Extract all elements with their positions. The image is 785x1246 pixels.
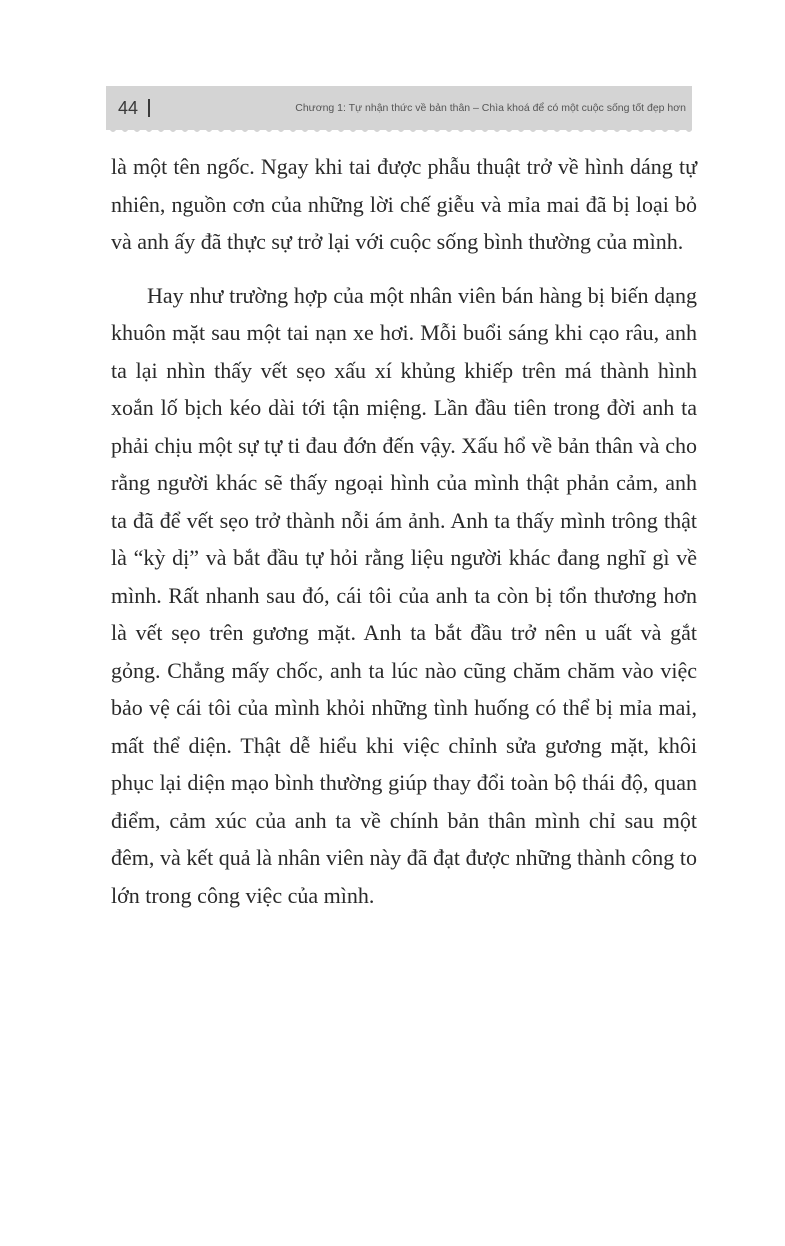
body-text: [111, 148, 697, 914]
header-divider: [148, 99, 150, 117]
page-number: 44: [118, 98, 139, 118]
running-header: [106, 86, 692, 130]
paragraph-2: Hay như trường hợp của một nhân viên bán hàng bị biến dạng khuôn mặt sau một tai nạn xe hơi. Mỗi buổi sáng khi cạo râu, anh ta lại nhìn thấy vết sẹo xấu xí khủng khiếp trên má thành hình xoắn lố bịch kéo dài tới tận miệng. Lần đầu tiên trong đời anh ta phải chịu một sự tự ti đau đớn đến vậy. Xấu hổ về bản thân và cho rằng người khác sẽ thấy ngoại hình của mình thật phản cảm, anh ta đã để vết sẹo trở thành nỗi ám ảnh. Anh ta thấy mình trông thật là “kỳ dị” và bắt đầu tự hỏi rằng liệu người khác đang nghĩ gì về mình. Rất nhanh sau đó, cái tôi của anh ta còn bị tổn thương hơn là vết sẹo trên gương mặt. Anh ta bắt đầu trở nên u uất và gắt gỏng. Chẳng mấy chốc, anh ta lúc nào cũng chăm chăm vào việc bảo vệ cái tôi của mình khỏi những tình huống có thể bị mỉa mai, mất thể diện. Thật dễ hiểu khi việc chỉnh sửa gương mặt, khôi phục lại diện mạo bình thường giúp thay đổi toàn bộ thái độ, quan điểm, cảm xúc của anh ta về chính bản thân mình chỉ sau một đêm, và kết quả là nhân viên này đã đạt được những thành công to lớn trong công việc của mình.: [111, 282, 697, 908]
paragraph-1: là một tên ngốc. Ngay khi tai được phẫu thuật trở về hình dáng tự nhiên, nguồn cơn của những lời chế giễu và mỉa mai đã bị loại bỏ và anh ấy đã thực sự trở lại với cuộc sống bình thường của mình.: [111, 154, 697, 254]
header-wavy-edge: [106, 128, 692, 134]
chapter-title: Chương 1: Tự nhận thức về bản thân – Chìa khoá để có một cuộc sống tốt đẹp hơn: [295, 102, 686, 114]
